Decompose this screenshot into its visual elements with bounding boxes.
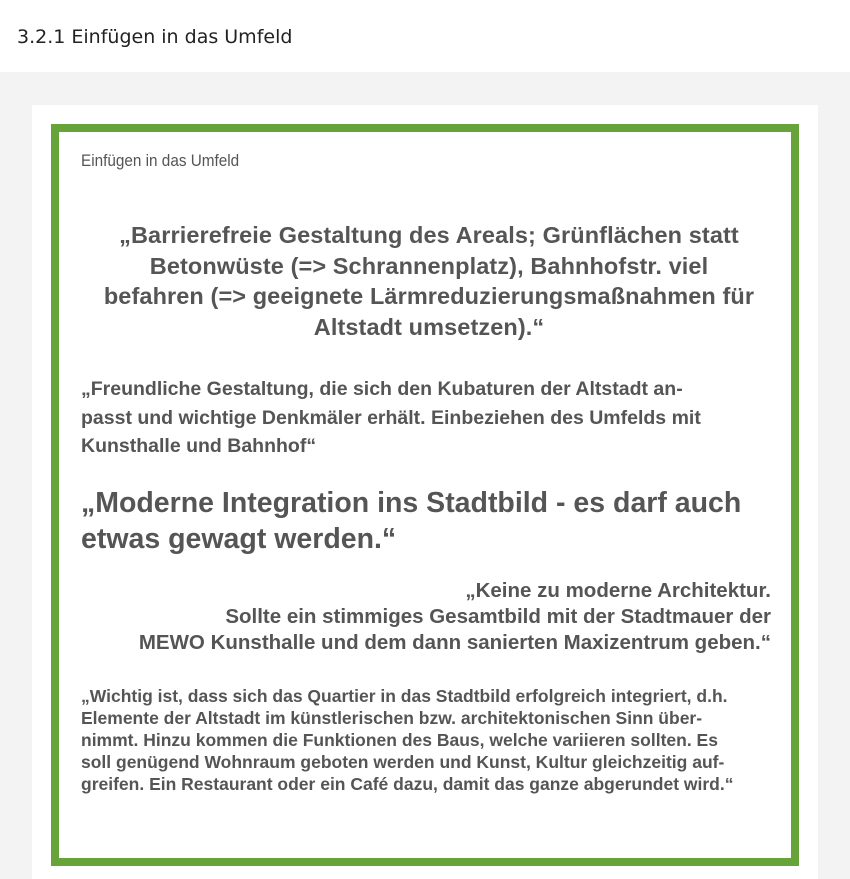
- quote-frame: [51, 124, 799, 866]
- quote-line: passt und wichtige Denkmäler erhält. Einbeziehen des Umfelds mit: [81, 406, 701, 429]
- quote-line: „Moderne Integration ins Stadtbild - es darf auch: [81, 487, 742, 519]
- section-heading: 3.2.1 Einfügen in das Umfeld: [17, 26, 293, 48]
- quote-modern-integration: [81, 485, 781, 557]
- quote-friendly-design: [81, 375, 781, 461]
- quote-line: Altstadt umsetzen).“: [313, 313, 545, 340]
- quote-line: soll genügend Wohnraum geboten werden und Kunst, Kultur gleichzeitig auf-: [81, 752, 725, 772]
- quote-line: Elemente der Altstadt im künstlerischen bzw. architektonischen Sinn über-: [81, 708, 703, 728]
- quote-line: Betonwüste (=> Schrannenplatz), Bahnhofstr. viel: [149, 252, 709, 279]
- quote-line: Kunsthalle und Bahnhof“: [81, 435, 317, 457]
- quote-line: Sollte ein stimmiges Gesamtbild mit der Stadtmauer der: [225, 605, 771, 628]
- quote-line: MEWO Kunsthalle und dem dann sanierten Maxizentrum geben.“: [138, 631, 771, 654]
- quote-line: befahren (=> geeignete Lärmreduzierungsmaßnahmen für: [103, 283, 755, 309]
- quote-quarter-integration: [81, 685, 771, 795]
- frame-title: Einfügen in das Umfeld: [81, 151, 240, 170]
- quote-line: „Freundliche Gestaltung, die sich den Kubaturen der Altstadt an-: [81, 378, 683, 400]
- quote-line: nimmt. Hinzu kommen die Funktionen des Baus, welche variieren sollten. Es: [81, 730, 718, 750]
- figure-panel: [32, 105, 818, 879]
- quote-line: „Wichtig ist, dass sich das Quartier in das Stadtbild erfolgreich integriert, d.h.: [81, 686, 728, 706]
- quote-line: greifen. Ein Restaurant oder ein Café dazu, damit das ganze abgerundet wird.“: [81, 774, 734, 794]
- quote-line: „Keine zu moderne Architektur.: [465, 579, 771, 602]
- page-header: [0, 0, 850, 72]
- quote-line: etwas gewagt werden.“: [81, 523, 397, 555]
- quote-line: „Barrierefreie Gestaltung des Areals; Grünflächen statt: [119, 222, 739, 248]
- quote-no-modern-architecture: [81, 578, 771, 656]
- quote-barrier-free: [75, 220, 783, 342]
